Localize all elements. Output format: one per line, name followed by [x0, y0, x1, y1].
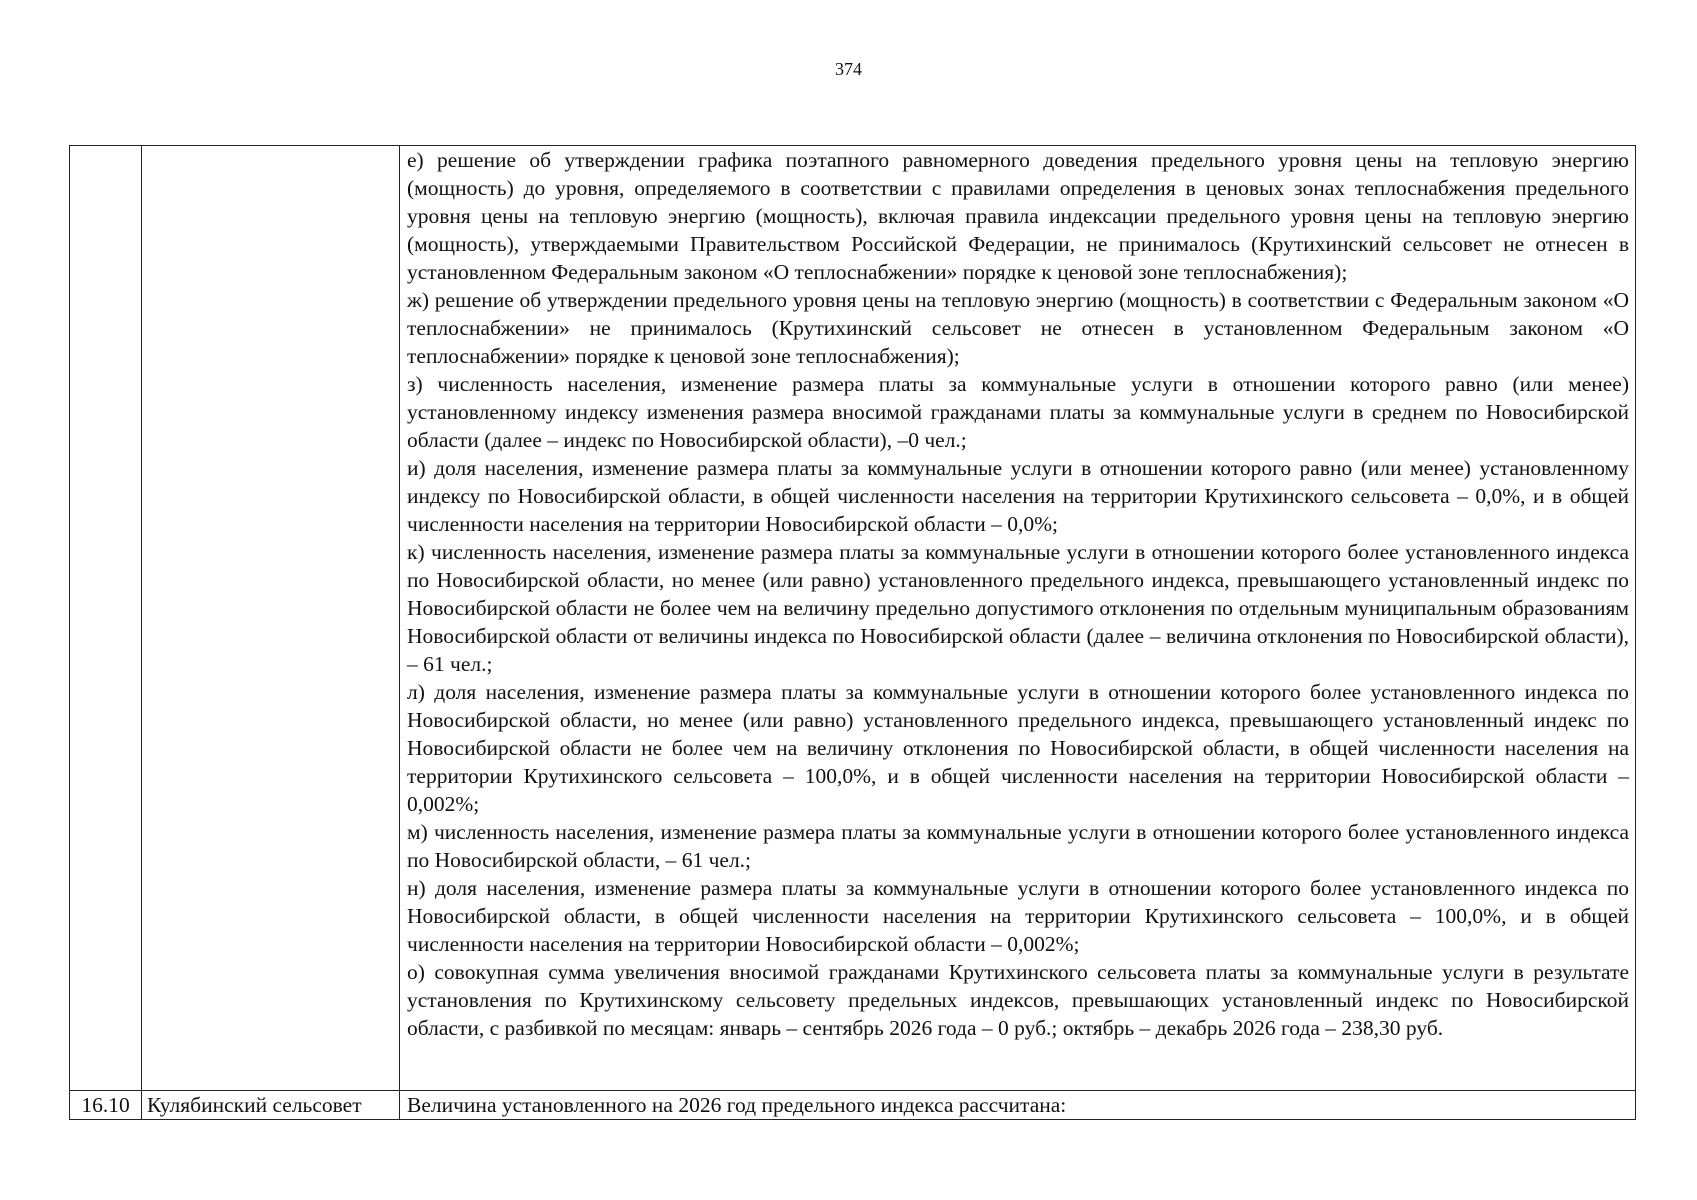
paragraph-e: е) решение об утверждении графика поэтапного равномерного доведения предельного уровня цены на тепловую энергию (мощность) до уровня, определяемого в соответствии с правилами определения в ценовых зонах теплоснабжения предельного уровня цены на тепловую энергию (мощность), включая правила индексации предельного уровня цены на тепловую энергию (мощность), утверждаемыми Правительством Российской Федерации, не принималось (Крутихинский сельсовет не отнесен в установленном Федеральным законом «О теплоснабжении» порядке к ценовой зоне теплоснабжения);	[407, 148, 1629, 284]
municipality-name-cell	[142, 146, 400, 1091]
paragraph-k: к) численность населения, изменение размера платы за коммунальные услуги в отношении которого более установленного индекса по Новосибирской области, но менее (или равно) установленного предельного индекса, превышающего установленный индекс по Новосибирской области не более чем на величину предельно допустимого отклонения по отдельным муниципальным образованиям Новосибирской области от величины индекса по Новосибирской области (далее – величина отклонения по Новосибирской области), – 61 чел.;	[407, 540, 1629, 676]
paragraph-m: м) численность населения, изменение размера платы за коммунальные услуги в отношении которого более установленного индекса по Новосибирской области, – 61 чел.;	[407, 820, 1629, 872]
table-row	[70, 1091, 1636, 1120]
municipality-name-cell: Кулябинский сельсовет	[142, 1091, 400, 1120]
description-cell	[400, 1091, 1636, 1120]
paragraph-i: и) доля населения, изменение размера платы за коммунальные услуги в отношении которого равно (или менее) установленному индексу по Новосибирской области, в общей численности населения на территории Крутихинского сельсовета – 0,0%, и в общей численности населения на территории Новосибирской области – 0,0%;	[407, 456, 1629, 536]
row-number-cell: 16.10	[70, 1091, 142, 1120]
paragraph-l: л) доля населения, изменение размера платы за коммунальные услуги в отношении которого более установленного индекса по Новосибирской области, но менее (или равно) установленного предельного индекса, превышающего установленный индекс по Новосибирской области не более чем на величину отклонения по Новосибирской области, в общей численности населения на территории Крутихинского сельсовета – 100,0%, и в общей численности населения на территории Новосибирской области – 0,002%;	[407, 680, 1629, 816]
document-table	[69, 145, 1636, 1120]
row-number-cell	[70, 146, 142, 1091]
paragraph-n: н) доля населения, изменение размера платы за коммунальные услуги в отношении которого более установленного индекса по Новосибирской области, в общей численности населения на территории Крутихинского сельсовета – 100,0%, и в общей численности населения на территории Новосибирской области – 0,002%;	[407, 876, 1629, 956]
paragraph-z: з) численность населения, изменение размера платы за коммунальные услуги в отношении которого равно (или менее) установленному индексу изменения размера вносимой гражданами платы за коммунальные услуги в среднем по Новосибирской области (далее – индекс по Новосибирской области), –0 чел.;	[407, 372, 1629, 452]
paragraph-zh: ж) решение об утверждении предельного уровня цены на тепловую энергию (мощность) в соответствии с Федеральным законом «О теплоснабжении» не принималось (Крутихинский сельсовет не отнесен в установленном Федеральным законом «О теплоснабжении» порядке к ценовой зоне теплоснабжения);	[407, 288, 1629, 368]
table-row	[70, 146, 1636, 1091]
paragraph-o: о) совокупная сумма увеличения вносимой гражданами Крутихинского сельсовета платы за коммунальные услуги в результате установления по Крутихинскому сельсовету предельных индексов, превышающих установленный индекс по Новосибирской области, с разбивкой по месяцам: январь – сентябрь 2026 года – 0 руб.; октябрь – декабрь 2026 года – 238,30 руб.	[407, 960, 1629, 1040]
page-number: 374	[835, 59, 862, 79]
description-cell	[400, 146, 1636, 1091]
paragraph-intro: Величина установленного на 2026 год предельного индекса рассчитана:	[407, 1093, 1067, 1117]
